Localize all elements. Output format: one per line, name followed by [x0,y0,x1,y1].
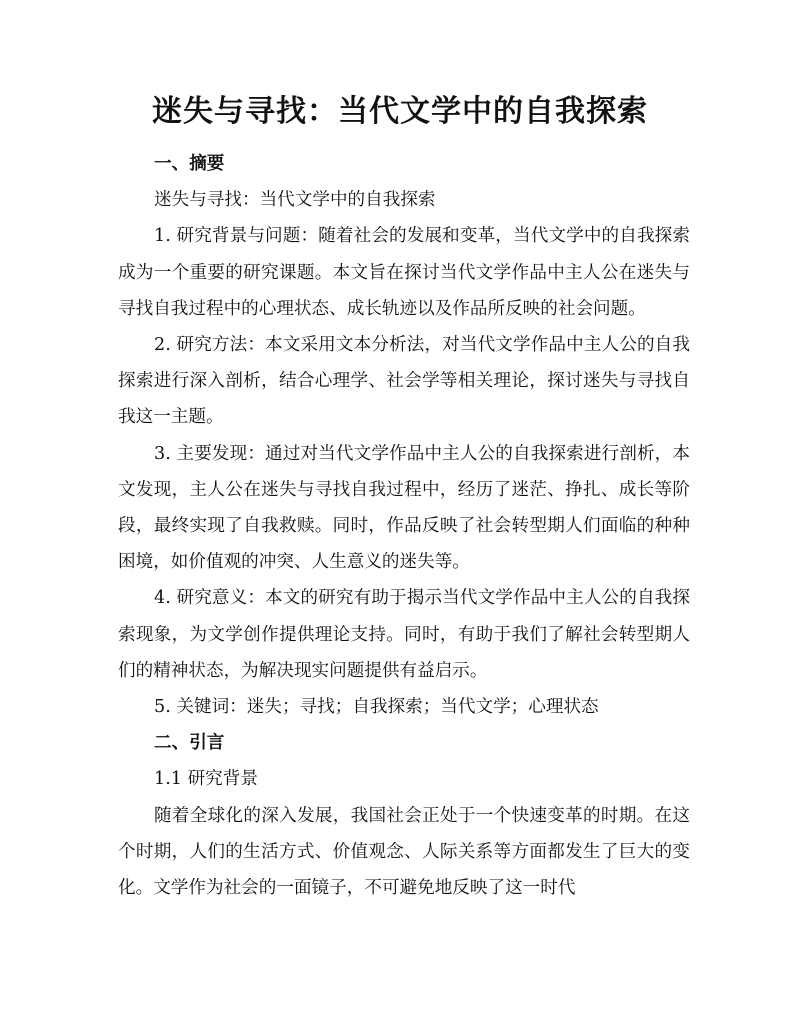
subsection-heading-background: 1.1 研究背景 [154,769,258,790]
abstract-paragraph-findings: 3. 主要发现：通过对当代文学作品中主人公的自我探索进行剖析，本文发现，主人公在迷失与寻找自我过程中，经历了迷茫、挣扎、成长等阶段，最终实现了自我救赎。同时，作品反映了社会转型期人们面临的种种困境，如价值观的冲突、人生意义的迷失等。 [118,443,690,573]
intro-paragraph: 随着全球化的深入发展，我国社会正处于一个快速变革的时期。在这个时期，人们的生活方式、价值观念、人际关系等方面都发生了巨大的变化。文学作为社会的一面镜子，不可避免地反映了这一时代 [118,805,690,899]
abstract-paragraph-background: 1. 研究背景与问题：随着社会的发展和变革，当代文学中的自我探索成为一个重要的研究课题。本文旨在探讨当代文学作品中主人公在迷失与寻找自我过程中的心理状态、成长轨迹以及作品所反映的社会问题。 [118,226,690,319]
section-heading-abstract: 一、摘要 [154,153,225,174]
abstract-subtitle: 迷失与寻找：当代文学中的自我探索 [154,190,436,211]
abstract-paragraph-method: 2. 研究方法：本文采用文本分析法，对当代文学作品中主人公的自我探索进行深入剖析，结合心理学、社会学等相关理论，探讨迷失与寻找自我这一主题。 [118,335,690,428]
document-body [118,146,690,906]
abstract-keywords: 5. 关键词：迷失；寻找；自我探索；当代文学；心理状态 [154,697,599,718]
abstract-paragraph-significance: 4. 研究意义：本文的研究有助于揭示当代文学作品中主人公的自我探索现象，为文学创作提供理论支持。同时，有助于我们了解社会转型期人们的精神状态，为解决现实问题提供有益启示。 [118,588,690,681]
document-title: 迷失与寻找：当代文学中的自我探索 [152,94,648,129]
section-heading-introduction: 二、引言 [154,732,225,754]
